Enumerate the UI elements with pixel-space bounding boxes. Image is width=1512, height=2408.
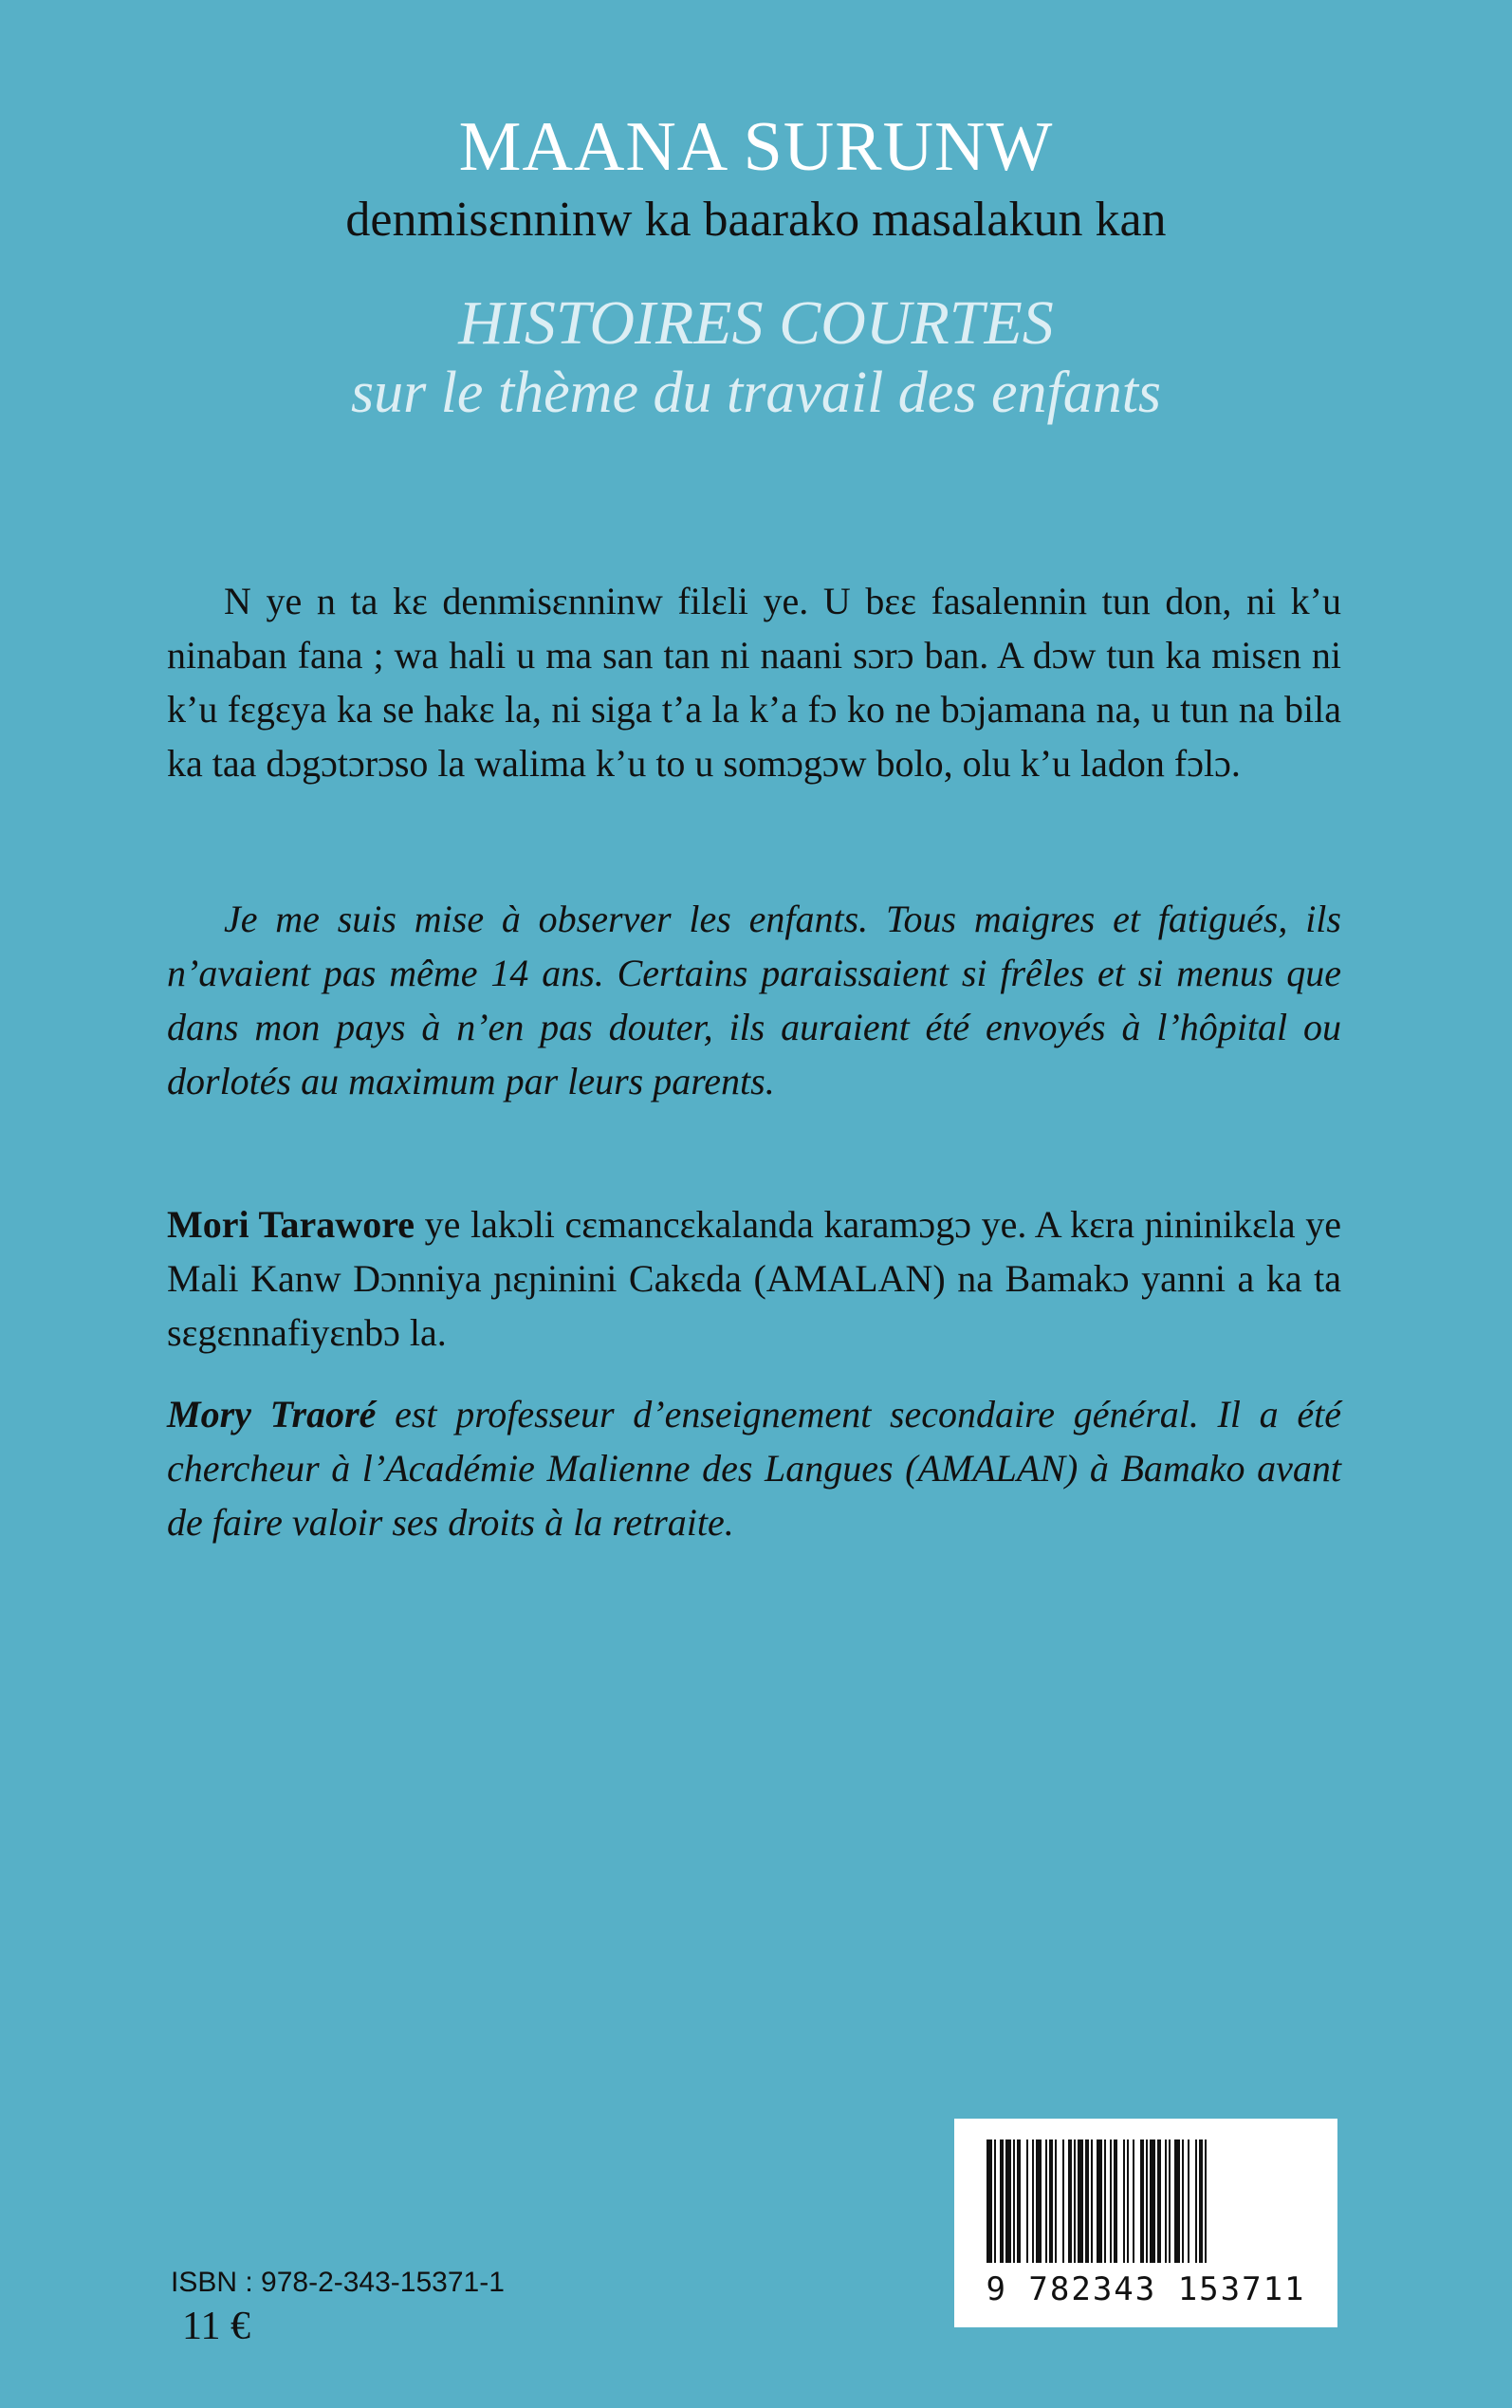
barcode-bar bbox=[1104, 2139, 1106, 2263]
subtitle-bambara: denmisɛnninw ka baarako masalakun kan bbox=[345, 193, 1167, 247]
author-name-french: Mory Traoré bbox=[167, 1393, 377, 1436]
barcode-bar bbox=[1199, 2139, 1203, 2263]
excerpt-french: Je me suis mise à observer les enfants. Tous maigres et fatigués, ils n’avaient pas même 14 ans. Certains paraissaient si frêles et si menus que dans mon pays à n’en pas douter, ils auraient été envoyés à l’hôpital ou dorlotés au maximum par leurs parents. bbox=[167, 898, 1341, 1102]
barcode-bar bbox=[1074, 2139, 1076, 2263]
barcode-bar bbox=[1182, 2139, 1184, 2263]
barcode-bar bbox=[1188, 2139, 1189, 2263]
barcode-bar bbox=[1174, 2139, 1180, 2263]
barcode-bar bbox=[1205, 2139, 1207, 2263]
subtitle-french: sur le thème du travail des enfants bbox=[350, 361, 1162, 425]
barcode-bar bbox=[1123, 2139, 1125, 2263]
barcode-bar bbox=[1157, 2139, 1161, 2263]
isbn-label: ISBN : 978-2-343-15371-1 bbox=[171, 2267, 505, 2298]
barcode-bar bbox=[1110, 2139, 1112, 2263]
barcode-bar bbox=[1150, 2139, 1155, 2263]
barcode bbox=[954, 2119, 1337, 2327]
title-bambara: MAANA SURUNW bbox=[458, 108, 1054, 186]
barcode-bar bbox=[1169, 2139, 1171, 2263]
barcode-bar bbox=[986, 2139, 992, 2263]
barcode-bar bbox=[1146, 2139, 1148, 2263]
barcode-bar bbox=[1032, 2139, 1034, 2263]
barcode-bar bbox=[1165, 2139, 1167, 2263]
barcode-bar bbox=[1036, 2139, 1042, 2263]
barcode-bar bbox=[1140, 2139, 1144, 2263]
barcode-bar bbox=[1068, 2139, 1072, 2263]
barcode-bar bbox=[1055, 2139, 1057, 2263]
title-french: HISTOIRES COURTES bbox=[458, 288, 1054, 358]
barcode-bars bbox=[983, 2139, 1309, 2272]
barcode-digits: 9 782343 153711 bbox=[986, 2270, 1306, 2308]
barcode-bar bbox=[1005, 2139, 1011, 2263]
barcode-bar bbox=[1013, 2139, 1015, 2263]
barcode-bar bbox=[1195, 2139, 1197, 2263]
barcode-bar bbox=[1000, 2139, 1004, 2263]
author-bio-french bbox=[167, 1387, 1341, 1549]
barcode-bar bbox=[1091, 2139, 1093, 2263]
barcode-bar bbox=[1017, 2139, 1021, 2263]
barcode-bar bbox=[994, 2139, 996, 2263]
price-label: 11 € bbox=[182, 2305, 250, 2348]
author-bio-bambara bbox=[167, 1197, 1341, 1360]
barcode-bar bbox=[1045, 2139, 1047, 2263]
barcode-bar bbox=[1133, 2139, 1134, 2263]
author-name-bambara: Mori Tarawore bbox=[167, 1203, 415, 1246]
barcode-bar bbox=[1127, 2139, 1129, 2263]
barcode-bar bbox=[1097, 2139, 1102, 2263]
barcode-bar bbox=[1062, 2139, 1064, 2263]
barcode-bar bbox=[1049, 2139, 1053, 2263]
barcode-bar bbox=[1085, 2139, 1089, 2263]
author-bio-bambara-text: ye lakɔli cɛmancɛkalanda karamɔgɔ ye. A kɛra ɲininikɛla ye Mali Kanw Dɔnniya ɲɛɲinini Cakɛda (AMALAN) na Bamakɔ yanni a ka ta sɛgɛnnafiyɛnbɔ la. bbox=[167, 1203, 1341, 1354]
barcode-bar bbox=[1078, 2139, 1083, 2263]
author-bio-french-text: est professeur d’enseignement secondaire général. Il a été chercheur à l’Académie Malienne des Langues (AMALAN) à Bamako avant de faire valoir ses droits à la retraite. bbox=[167, 1393, 1341, 1544]
barcode-bar bbox=[1114, 2139, 1117, 2263]
excerpt-bambara: N ye n ta kɛ denmisɛnninw filɛli ye. U bɛɛ fasalennin tun don, ni k’u ninaban fana ; wa hali u ma san tan ni naani sɔrɔ ban. A dɔw tun ka misɛn ni k’u fɛgɛya ka se hakɛ la, ni siga t’a la k’a fɔ ko ne bɔjamana na, u tun na bila ka taa dɔgɔtɔrɔso la walima k’u to u somɔgɔw bolo, olu k’u ladon fɔlɔ. bbox=[167, 580, 1341, 785]
barcode-bar bbox=[1026, 2139, 1028, 2263]
